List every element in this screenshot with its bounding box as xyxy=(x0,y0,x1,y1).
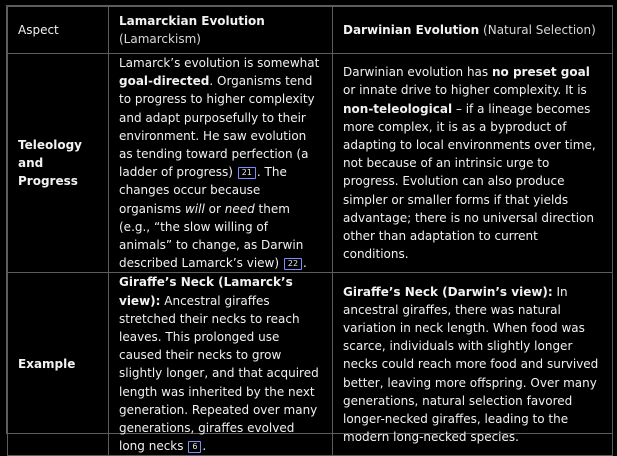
text-span: them (e.g., “the slow willing of animals” to change, as Darwin described Lamarck’s view) xyxy=(119,201,304,271)
table-row xyxy=(8,273,613,456)
comparison-table xyxy=(7,6,613,456)
text-span: Lamarck’s evolution is somewhat xyxy=(119,56,320,70)
header-lamarckian xyxy=(109,7,333,54)
text-span: or xyxy=(204,201,225,216)
header-row xyxy=(8,7,613,54)
header-aspect-label: Aspect xyxy=(18,22,59,37)
citation-link[interactable]: 21 xyxy=(238,167,256,179)
row-label-example: Example xyxy=(8,273,109,456)
table-row xyxy=(8,54,613,273)
italic-term: will xyxy=(184,201,205,216)
row-label-teleology: Teleology and Progress xyxy=(8,54,109,273)
italic-term: need xyxy=(224,201,255,216)
bold-term: Giraffe’s Neck (Lamarck’s view): xyxy=(119,275,293,308)
text-span: – if a lineage becomes more complex, it is as a byproduct of adapting to local environments over time, not because of an intrinsic urge to progress. Evolution can also produce simpler or smaller forms if that yields advantage; there is no universal direction other than adaptation to current conditions. xyxy=(343,101,596,262)
text-span: Ancestral giraffes stretched their necks to reach leaves. This prolonged use caused their necks to grow slightly longer, and that acquired length was inherited by the next generation. Repeated over many generations, giraffes evolved long necks xyxy=(119,293,319,454)
bold-term: non-teleological xyxy=(343,101,453,116)
text-span: or innate drive to higher complexity. It is xyxy=(343,83,587,98)
text-span: . Organisms tend to progress to higher complexity and adapt purposefully to their environment. He saw evolution as tending toward perfection (a ladder of progress) xyxy=(119,74,315,180)
header-lamarckian-title: Lamarckian Evolution xyxy=(119,13,265,28)
header-aspect xyxy=(8,7,109,54)
header-darwinian xyxy=(333,7,613,54)
text-span: . xyxy=(202,439,207,454)
bold-term: goal-directed xyxy=(119,74,210,89)
bold-term: no preset goal xyxy=(491,65,590,80)
cell-lamarck-teleology xyxy=(109,54,333,273)
text-span: . xyxy=(303,256,307,271)
text-span: . The changes occur because organisms xyxy=(119,165,287,216)
cell-darwin-example xyxy=(333,273,613,456)
header-lamarckian-subtitle: (Lamarckism) xyxy=(119,32,201,46)
citation-link[interactable]: 6 xyxy=(188,441,201,453)
cell-darwin-teleology xyxy=(333,54,613,273)
bold-term: Giraffe’s Neck (Darwin’s view): xyxy=(343,284,553,299)
cell-lamarck-example xyxy=(109,273,333,456)
header-darwinian-subtitle: (Natural Selection) xyxy=(483,22,596,37)
citation-link[interactable]: 22 xyxy=(284,258,302,270)
text-span: Darwinian evolution has xyxy=(343,65,492,80)
comparison-table-container xyxy=(6,5,613,454)
header-darwinian-title: Darwinian Evolution xyxy=(343,22,480,37)
text-span: In ancestral giraffes, there was natural variation in neck length. When food was scarce, individuals with slightly longer necks could reach more food and survived better, leaving more offspring. Over many generations, natural selection favored longer-necked giraffes, leading to the modern long-necked species. xyxy=(343,284,599,445)
